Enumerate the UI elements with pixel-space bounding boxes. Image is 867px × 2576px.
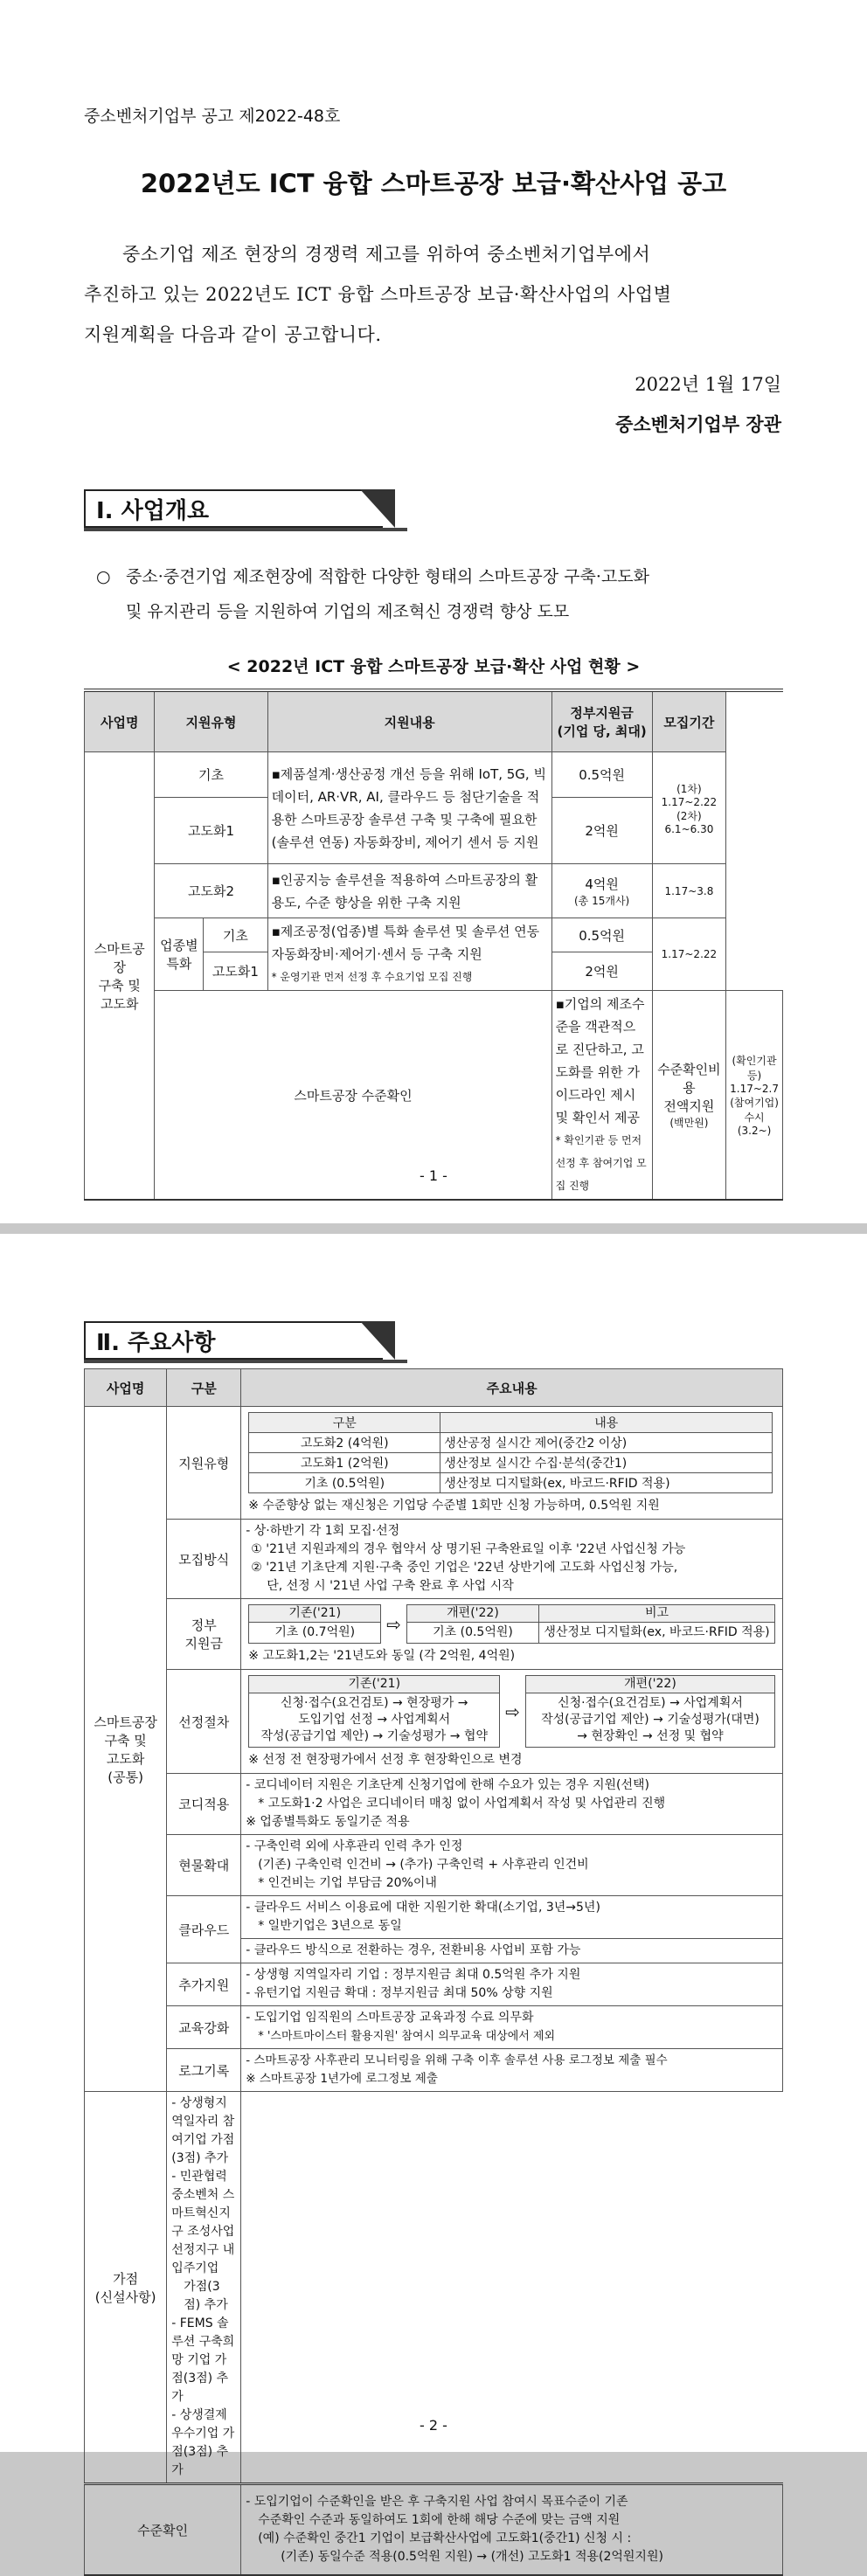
row-label: 교육강화 [167,2006,241,2049]
inner-cell: 생산공정 실시간 제어(중간2 이상) [440,1433,773,1453]
row-line: ① '21년 지원과제의 경우 협약서 상 명기된 구축완료일 이후 '22년 사업신청 가능 [251,1542,686,1556]
row-line: ② '21년 기초단계 지원·구축 중인 기업은 '22년 상반기에 고도화 사업신청 가능, [251,1561,678,1575]
row-label: 정부 지원금 [167,1599,241,1670]
table-row [85,1896,783,1939]
type-cell: 기초 [204,918,267,952]
page-2 [0,1234,867,2564]
header-cell: 주요내용 [241,1369,783,1407]
notice-date: 2022년 1월 17일 [635,374,781,395]
row-label: 클라우드 [167,1896,241,1963]
box-header: 기존('21) [249,1676,499,1693]
row-note: ※ 고도화1,2는 '21년도와 동일 (각 2억원, 4억원) [248,1649,516,1663]
table-row [85,2049,783,2092]
table-row [85,1599,783,1670]
table-row [85,2484,783,2576]
row-line: - 구축인력 외에 사후관리 인력 추가 인정 [246,1839,463,1853]
table-row [85,1520,783,1599]
intro-line: 중소기업 제조 현장의 경쟁력 제고를 위하여 중소벤처기업부에서 [122,244,651,265]
header-cell: 정부지원금 (기업 당, 최대) [551,690,652,752]
page-1 [0,0,867,1223]
amount-cell: 2억원 [551,798,652,864]
box-body: 기초 (0.7억원) [274,1625,356,1639]
box-line: → 현장확인 → 선정 및 협약 [577,1729,724,1743]
row-line: ※ 업종별특화도 동일기준 적용 [246,1815,410,1829]
row-line: 단, 선정 시 '21년 사업 구축 완료 후 사업 시작 [267,1579,514,1593]
header-cell: 사업명 [85,690,155,752]
intro-line: 추진하고 있는 2022년도 ICT 융합 스마트공장 보급·확산사업의 사업별 [84,284,672,305]
table-caption: < 2022년 ICT 융합 스마트공장 보급·확산 사업 현황 > [226,657,641,676]
notice-number: 중소벤처기업부 공고 제2022-48호 [84,107,341,126]
period-cell: (1차) 1.17~2.22 (2차) 6.1~6.30 [652,752,725,864]
section-title: Ⅰ. 사업개요 [96,498,210,524]
row-label: 모집방식 [167,1520,241,1599]
header-cell: 구분 [167,1369,241,1407]
row-line: 가점(3점) 추가 [184,2280,228,2312]
row-line: - 도입기업 임직원의 스마트공장 교육과정 수료 의무화 [246,2011,534,2025]
amount-cell: 2억원 [551,952,652,991]
row-label: 지원유형 [167,1407,241,1520]
row-line: (기존) 구축인력 인건비 → (추가) 구축인력 + 사후관리 인건비 [258,1858,589,1872]
row-line: - 상·하반기 각 1회 모집·선정 [246,1524,400,1538]
page-title: 2022년도 ICT 융합 스마트공장 보급·확산사업 공고 [140,169,727,198]
bullet-text: 중소·중견기업 제조현장에 적합한 다양한 형태의 스마트공장 구축·고도화 [126,567,649,586]
row-line: (기존) 동일수준 적용(0.5억원 지원) → (개선) 고도화1 적용(2억원지원) [281,2550,663,2564]
box-line: 신청·접수(요건검토) → 사업계획서 [558,1696,743,1710]
program-name-cell: 스마트공장 수준확인 [155,991,551,1201]
row-line: * '스마트마이스터 활용지원' 참여시 의무교육 대상에서 제외 [258,2030,556,2043]
box-body: 기초 (0.5억원) [433,1625,513,1639]
header-cell: 지원유형 [155,690,267,752]
box-header: 기존('21) [249,1605,380,1623]
table-row [85,2006,783,2049]
before-box [248,1675,500,1748]
table-header-row [85,690,783,752]
after-box [406,1604,775,1644]
table-row [85,1963,783,2006]
type-cell: 기초 [155,752,267,798]
support-type-table [248,1412,773,1493]
table-row [85,752,783,798]
row-line: * 일반기업은 3년으로 동일 [258,1919,402,1933]
group-cell: 스마트공장 구축 및 고도화 (공통) [85,1407,167,2092]
content-cell: ▪제품설계·생산공정 개선 등을 위해 IoT, 5G, 빅데이터, AR·VR, AI, 클라우드 등 첨단기술을 적용한 스마트공장 솔루션 구축 및 구축에 필요한 (솔루션 연동) 자동화장비, 제어기 센서 등 지원 [267,752,551,864]
row-line: - 스마트공장 사후관리 모니터링을 위해 구축 이후 솔루션 사용 로그정보 제출 필수 [246,2053,668,2067]
inner-cell: 고도화1 (2억원) [249,1453,440,1473]
row-line: - FEMS 솔루션 구축희망 기업 가점(3점) 추가 [171,2316,235,2404]
box-header: 비고 [539,1605,774,1623]
row-line: * 고도화1·2 사업은 코디네이터 매칭 없이 사업계획서 작성 및 사업관리 진행 [258,1797,666,1811]
box-body: 생산정보 디지털화(ex, 바코드·RFID 적용) [544,1625,770,1639]
table-row [85,1774,783,1835]
content-cell: ▪기업의 제조수준을 객관적으로 진단하고, 고도화를 위한 가이드라인 제시 및 확인서 제공 [555,996,645,1125]
table-row [85,1670,783,1774]
row-line: 수준확인 수준과 동일하여도 1회에 한해 해당 수준에 맞는 금액 지원 [258,2513,621,2527]
header-cell: 사업명 [85,1369,167,1407]
section-title: Ⅱ. 주요사항 [96,1330,216,1356]
row-line: - 코디네이터 지원은 기초단계 신청기업에 한해 수요가 있는 경우 지원(선택) [246,1778,649,1792]
content-note: * 운영기관 먼저 선정 후 수요기업 모집 진행 [271,971,473,983]
box-line: 작성(공급기업 제안) → 기술성평가 → 협약 [260,1729,488,1743]
row-label: 코디적용 [167,1774,241,1835]
row-label: 현물확대 [167,1835,241,1896]
intro-line: 지원계획을 다음과 같이 공고합니다. [84,324,382,345]
row-line: ※ 스마트공장 1년가에 로그정보 제출 [246,2072,438,2086]
row-label: 로그기록 [167,2049,241,2092]
table-row [85,1835,783,1896]
bullet-text: 및 유지관리 등을 지원하여 기업의 제조혁신 경쟁력 향상 도모 [126,602,570,621]
amount-cell: 수준확인비용 전액지원 [657,1062,721,1114]
amount-note: (백만원) [669,1117,709,1129]
page-number: - 2 - [420,2417,447,2434]
content-cell: ▪제조공정(업종)별 특화 솔루션 및 솔루션 연동 자동화장비·제어기·센서 등 구축 지원 [271,924,540,962]
amount-note: (총 15개사) [574,894,630,907]
inner-header: 내용 [440,1413,773,1433]
group-cell: 스마트공장 구축 및 고도화 [85,752,155,1201]
row-line: - 상생결제 우수기업 가점(3점) 추가 [171,2408,235,2477]
type-cell: 고도화1 [155,798,267,864]
inner-cell: 기초 (0.5억원) [249,1473,440,1493]
row-label: 가점 (신설사항) [85,2092,167,2484]
section-heading-2 [84,1321,395,1360]
bullet-mark: ○ [96,567,111,586]
inner-header: 구분 [249,1413,440,1433]
row-label: 추가지원 [167,1963,241,2006]
row-line: - 유턴기업 지원금 확대 : 정부지원금 최대 50% 상향 지원 [246,1986,553,2000]
group-cell: 수준확인 [85,2484,241,2576]
intro-paragraph [84,234,783,355]
period-cell: 1.17~2.22 [652,918,725,991]
period-cell: (확인기관 등) 1.17~2.7 (참여기업) 수시(3.2~) [726,991,783,1201]
period-cell: 1.17~3.8 [652,864,725,918]
row-line: - 민관협력 중소벤처 스마트혁신지구 조성사업 선정지구 내 입주기업 [171,2170,235,2275]
content-note: * 확인기관 등 먼저 선정 후 참여기업 모집 진행 [555,1134,647,1192]
type-cell: 고도화2 [155,864,267,918]
issuer: 중소벤처기업부 장관 [615,413,781,435]
row-line: - 클라우드 서비스 이용료에 대한 지원기한 확대(소기업, 3년→5년) [246,1901,600,1915]
row-line: (예) 수준확인 중간1 기업이 보급확산사업에 고도화1(중간1) 신청 시 : [258,2531,632,2545]
amount-cell: 0.5억원 [551,918,652,952]
type-cell: 업종별 특화 [155,918,204,991]
program-table [84,689,783,1201]
inner-cell: 생산정보 실시간 수집·분석(중간1) [440,1453,773,1473]
type-cell: 고도화1 [204,952,267,991]
box-header: 개편('22) [407,1605,538,1623]
box-header: 개편('22) [526,1676,774,1693]
header-cell: 모집기간 [652,690,725,752]
key-items-table [84,1368,783,2576]
row-label: 선정절차 [167,1670,241,1774]
table-row [85,918,783,952]
content-cell: ▪인공지능 솔루션을 적용하여 스마트공장의 활용도, 수준 향상을 위한 구축 지원 [267,864,551,918]
arrow-icon: ⇨ [386,1613,401,1635]
table-row [85,864,783,918]
row-line: * 인건비는 기업 부담금 20%이내 [258,1876,437,1890]
inner-cell: 생산정보 디지털화(ex, 바코드·RFID 적용) [440,1473,773,1493]
box-line: 신청·접수(요건검토) → 현장평가 → [280,1696,468,1710]
row-note: ※ 선정 전 현장평가에서 선정 후 현장확인으로 변경 [248,1753,523,1767]
row-line: - 상생형지역일자리 참여기업 가점(3점) 추가 [171,2096,235,2165]
inner-cell: 고도화2 (4억원) [249,1433,440,1453]
amount-cell: 0.5억원 [551,752,652,798]
box-line: 도입기업 선정 → 사업계획서 [298,1713,451,1727]
row-line: - 클라우드 방식으로 전환하는 경우, 전환비용 사업비 포함 가능 [241,1939,783,1963]
overview-bullet [96,559,795,629]
amount-cell: 4억원 [585,876,619,892]
section-heading-1 [84,489,395,528]
table-header-row [85,1369,783,1407]
before-box [248,1604,381,1644]
row-line: - 도입기업이 수준확인을 받은 후 구축지원 사업 참여시 목표수준이 기존 [246,2495,628,2509]
arrow-icon: ⇨ [505,1700,520,1722]
header-cell: 지원내용 [267,690,551,752]
page-number: - 1 - [420,1167,447,1184]
table-row [85,1407,783,1520]
after-box [525,1675,775,1748]
row-line: - 상생형 지역일자리 기업 : 정부지원금 최대 0.5억원 추가 지원 [246,1968,581,1982]
box-line: 작성(공급기업 제안) → 기술성평가(대면) [541,1713,759,1727]
row-note: ※ 수준향상 없는 재신청은 기업당 수준별 1회만 신청 가능하며, 0.5억원 지원 [248,1499,660,1513]
